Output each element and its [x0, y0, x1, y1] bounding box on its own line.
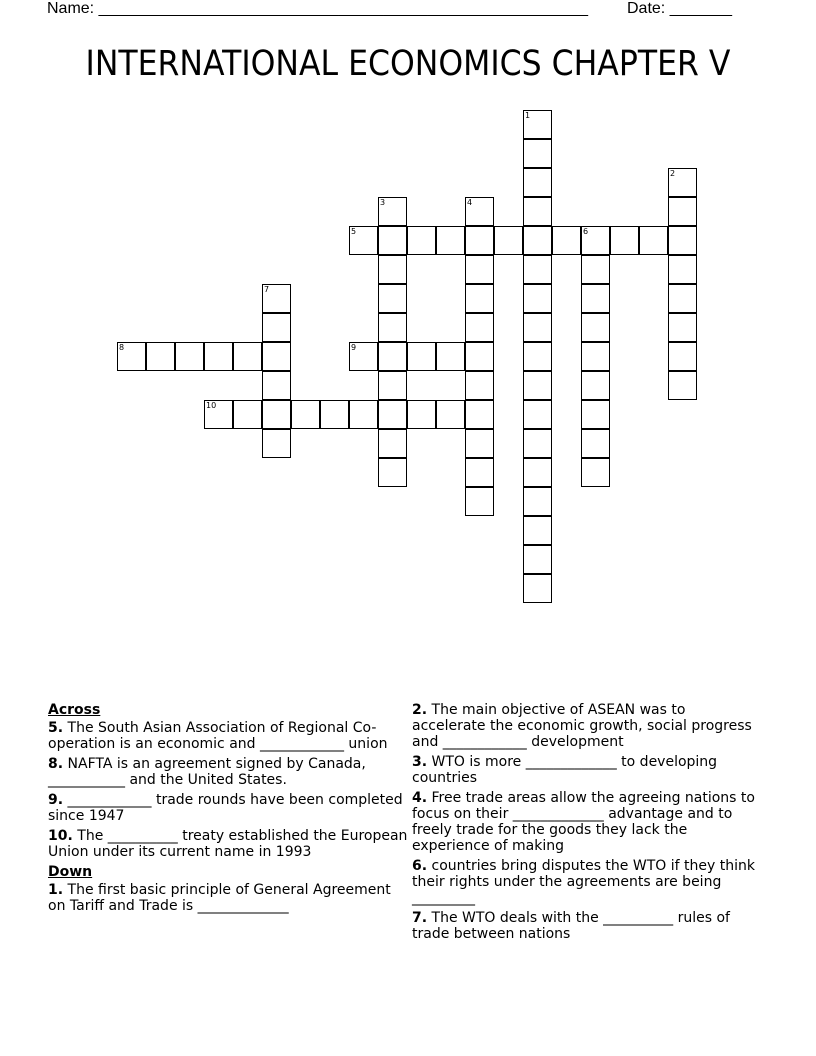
grid-cell[interactable] [523, 545, 552, 574]
grid-cell[interactable] [349, 400, 378, 429]
grid-cell[interactable] [465, 371, 494, 400]
grid-cell[interactable] [436, 342, 465, 371]
grid-cell[interactable] [668, 313, 697, 342]
grid-cell[interactable] [233, 400, 262, 429]
clue-item-number: 3. [412, 754, 428, 770]
clue-item-text: WTO is more _____________ to developing countries [412, 754, 718, 786]
grid-cell[interactable] [581, 429, 610, 458]
clue-item [412, 754, 762, 786]
grid-cell[interactable] [523, 284, 552, 313]
name-field[interactable]: Name: _______________________________________________________ [47, 0, 588, 17]
clue-item [48, 792, 408, 824]
grid-cell[interactable] [204, 342, 233, 371]
grid-cell[interactable] [581, 371, 610, 400]
clue-item [412, 858, 762, 906]
grid-cell[interactable] [378, 458, 407, 487]
grid-cell[interactable] [262, 284, 291, 313]
grid-cell[interactable] [639, 226, 668, 255]
clue-number: 2 [670, 169, 676, 178]
down-clues-left [48, 882, 408, 914]
grid-cell[interactable] [523, 313, 552, 342]
grid-cell[interactable] [233, 342, 262, 371]
grid-cell[interactable] [465, 487, 494, 516]
clues-left-column [48, 702, 408, 918]
across-heading: Across [48, 702, 101, 718]
grid-cell[interactable] [349, 226, 378, 255]
grid-cell[interactable] [465, 255, 494, 284]
grid-cell[interactable] [523, 226, 552, 255]
clue-number: 3 [380, 198, 386, 207]
grid-cell[interactable] [436, 400, 465, 429]
clue-item [48, 882, 408, 914]
clue-item-text: The WTO deals with the __________ rules of trade between nations [412, 910, 730, 942]
grid-cell[interactable] [465, 400, 494, 429]
grid-cell[interactable] [523, 574, 552, 603]
grid-cell[interactable] [523, 110, 552, 139]
clue-number: 6 [583, 227, 589, 236]
grid-cell[interactable] [523, 342, 552, 371]
grid-cell[interactable] [349, 342, 378, 371]
grid-cell[interactable] [378, 371, 407, 400]
grid-cell[interactable] [465, 342, 494, 371]
grid-cell[interactable] [523, 139, 552, 168]
grid-cell[interactable] [204, 400, 233, 429]
grid-cell[interactable] [668, 197, 697, 226]
grid-cell[interactable] [494, 226, 523, 255]
grid-cell[interactable] [146, 342, 175, 371]
grid-cell[interactable] [523, 197, 552, 226]
clue-item-text: The main objective of ASEAN was to accelerate the economic growth, social progress and ____________ development [412, 702, 752, 750]
grid-cell[interactable] [581, 342, 610, 371]
down-clues-right [412, 702, 762, 942]
grid-cell[interactable] [523, 255, 552, 284]
grid-cell[interactable] [668, 371, 697, 400]
clue-number: 10 [206, 401, 217, 410]
grid-cell[interactable] [523, 429, 552, 458]
clue-item-number: 6. [412, 858, 428, 874]
grid-cell[interactable] [378, 342, 407, 371]
clue-item-text: NAFTA is an agreement signed by Canada, ___________ and the United States. [48, 756, 366, 788]
grid-cell[interactable] [581, 226, 610, 255]
grid-cell[interactable] [262, 400, 291, 429]
down-heading: Down [48, 864, 93, 880]
clue-number: 8 [119, 343, 125, 352]
grid-cell[interactable] [117, 342, 146, 371]
clue-item [48, 756, 408, 788]
grid-cell[interactable] [378, 255, 407, 284]
grid-cell[interactable] [581, 313, 610, 342]
clue-item-number: 9. [48, 792, 64, 808]
clue-item-text: Free trade areas allow the agreeing nations to focus on their _____________ advantage and to freely trade for the goods they lack the experience of making [412, 790, 755, 854]
grid-cell[interactable] [465, 226, 494, 255]
grid-cell[interactable] [581, 255, 610, 284]
grid-cell[interactable] [523, 168, 552, 197]
clue-item-number: 2. [412, 702, 428, 718]
page-title: INTERNATIONAL ECONOMICS CHAPTER V [85, 44, 731, 84]
clue-item-number: 1. [48, 882, 64, 898]
clue-item-text: The South Asian Association of Regional Co-operation is an economic and ____________ union [48, 720, 388, 752]
clue-item-number: 5. [48, 720, 64, 736]
clue-number: 7 [264, 285, 270, 294]
clue-item-text: countries bring disputes the WTO if they think their rights under the agreements are being _________ [412, 858, 755, 906]
clue-item [412, 910, 762, 942]
grid-cell[interactable] [465, 429, 494, 458]
grid-cell[interactable] [436, 226, 465, 255]
across-clues [48, 720, 408, 860]
grid-cell[interactable] [262, 342, 291, 371]
grid-cell[interactable] [668, 168, 697, 197]
grid-cell[interactable] [552, 226, 581, 255]
clue-item-number: 7. [412, 910, 428, 926]
grid-cell[interactable] [262, 429, 291, 458]
grid-cell[interactable] [465, 458, 494, 487]
clue-number: 9 [351, 343, 357, 352]
grid-cell[interactable] [378, 197, 407, 226]
grid-cell[interactable] [668, 255, 697, 284]
grid-cell[interactable] [523, 400, 552, 429]
grid-cell[interactable] [378, 313, 407, 342]
grid-cell[interactable] [523, 487, 552, 516]
clue-number: 1 [525, 111, 531, 120]
clue-item-text: ____________ trade rounds have been completed since 1947 [48, 792, 403, 824]
grid-cell[interactable] [407, 400, 436, 429]
clue-item-number: 8. [48, 756, 64, 772]
grid-cell[interactable] [581, 458, 610, 487]
clue-item-number: 4. [412, 790, 428, 806]
grid-cell[interactable] [581, 400, 610, 429]
clue-item [48, 720, 408, 752]
grid-cell[interactable] [465, 313, 494, 342]
grid-cell[interactable] [175, 342, 204, 371]
grid-cell[interactable] [581, 284, 610, 313]
grid-cell[interactable] [378, 429, 407, 458]
grid-cell[interactable] [523, 371, 552, 400]
clue-item [412, 702, 762, 750]
grid-cell[interactable] [407, 226, 436, 255]
clues-right-column [412, 702, 762, 946]
clue-item-number: 10. [48, 828, 73, 844]
grid-cell[interactable] [465, 197, 494, 226]
grid-cell[interactable] [262, 371, 291, 400]
grid-cell[interactable] [668, 226, 697, 255]
grid-cell[interactable] [262, 313, 291, 342]
date-field[interactable]: Date: _______ [627, 0, 732, 17]
clue-item-text: The __________ treaty established the European Union under its current name in 1993 [48, 828, 408, 860]
grid-cell[interactable] [465, 284, 494, 313]
clue-number: 4 [467, 198, 473, 207]
grid-cell[interactable] [668, 284, 697, 313]
grid-cell[interactable] [320, 400, 349, 429]
clue-number: 5 [351, 227, 357, 236]
grid-cell[interactable] [291, 400, 320, 429]
clue-item-text: The first basic principle of General Agreement on Tariff and Trade is _____________ [48, 882, 391, 914]
grid-cell[interactable] [407, 342, 436, 371]
grid-cell[interactable] [378, 400, 407, 429]
grid-cell[interactable] [523, 458, 552, 487]
clue-item [48, 828, 408, 860]
clue-item [412, 790, 762, 854]
grid-cell[interactable] [610, 226, 639, 255]
grid-cell[interactable] [378, 284, 407, 313]
grid-cell[interactable] [378, 226, 407, 255]
grid-cell[interactable] [668, 342, 697, 371]
grid-cell[interactable] [523, 516, 552, 545]
